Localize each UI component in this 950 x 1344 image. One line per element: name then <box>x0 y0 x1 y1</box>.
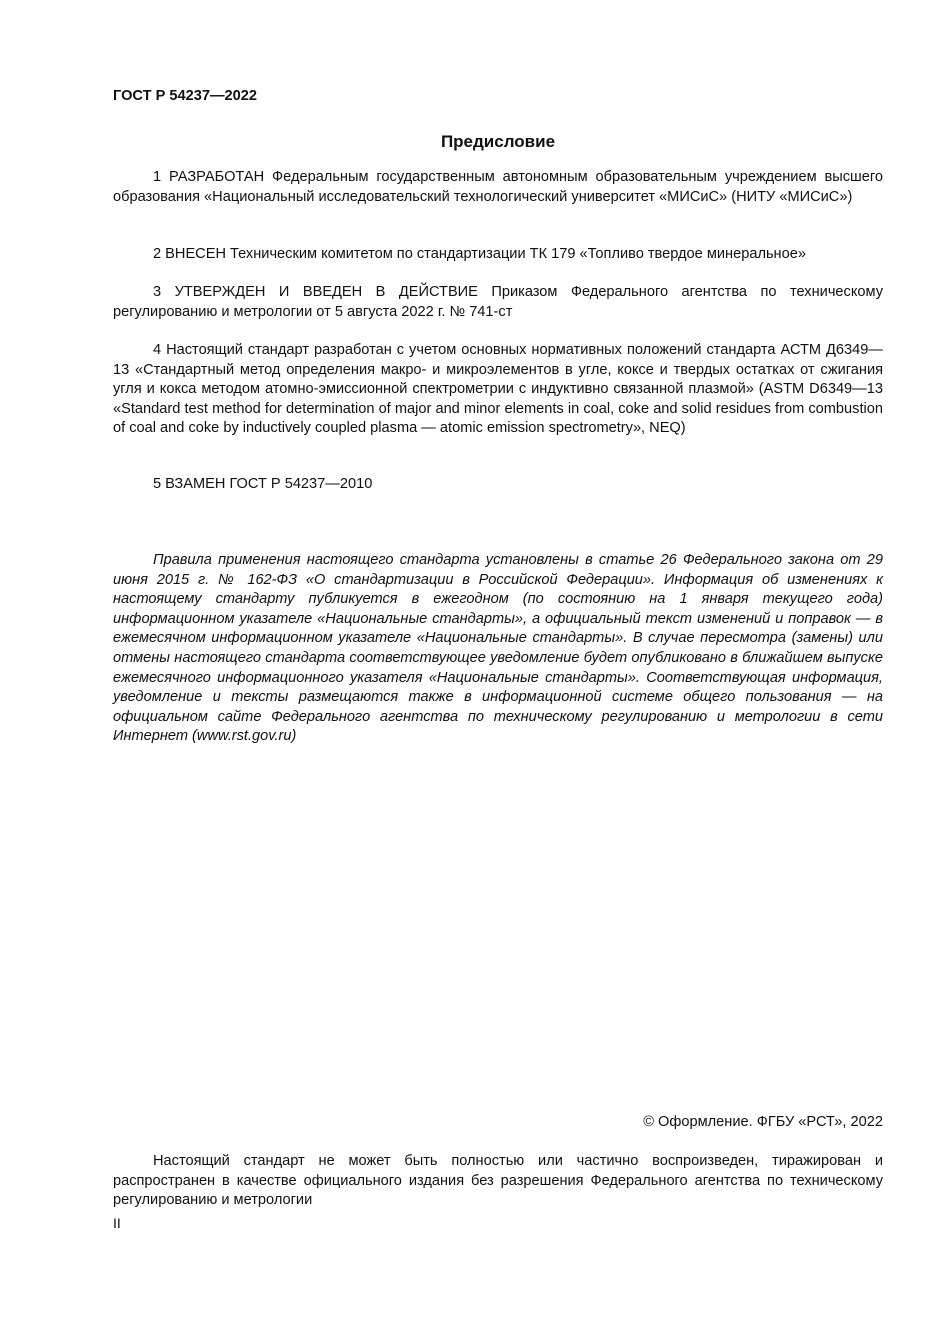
application-rules-notice: Правила применения настоящего стандарта установлены в статье 26 Федерального закона от 29 июня 2015 г. № 162-ФЗ «О стандартизации в Российской Федерации». Информация об изменениях к настоящему стандарту публикуется в ежегодном (по состоянию на 1 января текущего года) информационном указателе «Национальные стандарты», а официальный текст изменений и поправок — в ежемесячном информационном указателе «Национальные стандарты». В случае пересмотра (замены) или отмены настоящего стандарта соответствующее уведомление будет опубликовано в ближайшем выпуске ежемесячного информационного указателя «Национальные стандарты». Соответствующая информация, уведомление и тексты размещаются также в информационной системе общего пользования — на официальном сайте Федерального агентства по техническому регулированию и метрологии в сети Интернет (www.rst.gov.ru) <box>113 552 883 745</box>
copyright-line: © Оформление. ФГБУ «РСТ», 2022 <box>643 1114 883 1130</box>
preface-item-replaces: 5 ВЗАМЕН ГОСТ Р 54237—2010 <box>153 476 373 492</box>
document-code: ГОСТ Р 54237—2022 <box>113 88 258 104</box>
preface-item-basis: 4 Настоящий стандарт разработан с учетом основных нормативных положений стандарта АСТМ Д6349—13 «Стандартный метод определения макро- и микроэлементов в угле, коксе и твердых остатках от сжигания угля и кокса методом атомно-эмиссионной спектрометрии с индуктивно связанной плазмой» (ASTM D6349—13 «Standard test method for determination of major and minor elements in coal, coke and solid residues from combustion of coal and coke by inductively coupled plasma — atomic emission spectrometry», NEQ) <box>113 342 884 437</box>
preface-title: Предисловие <box>440 132 556 151</box>
preface-item-approved: 3 УТВЕРЖДЕН И ВВЕДЕН В ДЕЙСТВИЕ Приказом Федерального агентства по техническому регулированию и метрологии от 5 августа 2022 г. № 741-ст <box>113 284 883 320</box>
preface-item-submitted: 2 ВНЕСЕН Техническим комитетом по стандартизации ТК 179 «Топливо твердое минеральное» <box>153 246 806 262</box>
preface-item-developed: 1 РАЗРАБОТАН Федеральным государственным автономным образовательным учреждением высшего образования «Национальный исследовательский технологический университет «МИСиС» (НИТУ «МИСиС») <box>113 169 883 205</box>
document-page <box>113 0 883 1344</box>
reproduction-notice: Настоящий стандарт не может быть полностью или частично воспроизведен, тиражирован и распространен в качестве официального издания без разрешения Федерального агентства по техническому регулированию и метрологии <box>113 1153 883 1209</box>
page-number: II <box>113 1215 121 1231</box>
